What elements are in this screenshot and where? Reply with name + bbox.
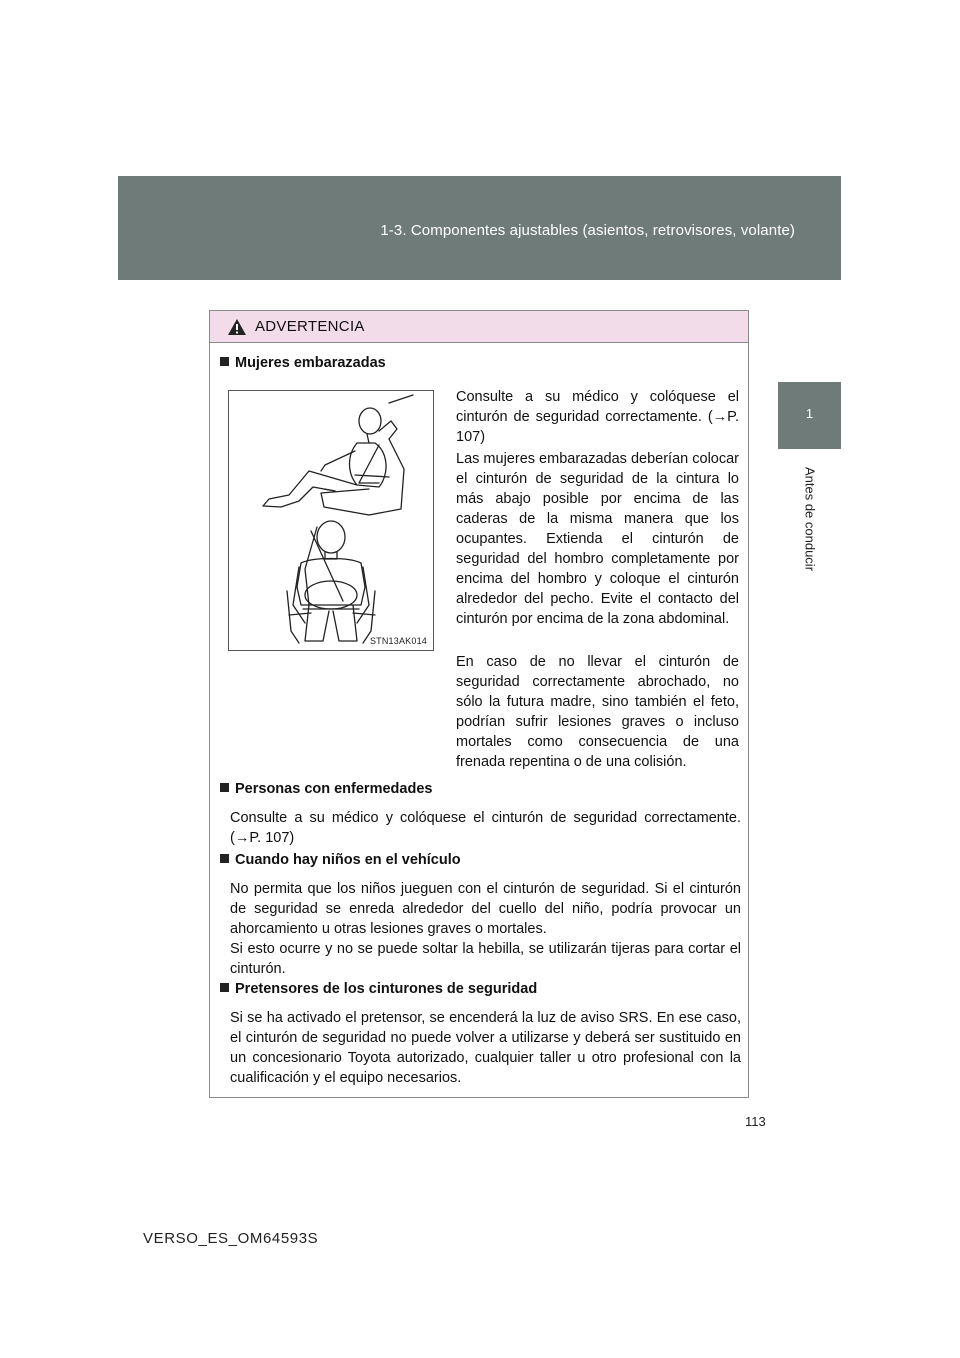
pregnant-woman-seated-illustration: [229, 391, 433, 650]
paragraph: Consulte a su médico y colóquese el cinturón de seguridad correctamente. (→P. 107): [456, 389, 739, 445]
paragraph: Si se ha activado el pretensor, se encenderá la luz de aviso SRS. En ese caso, el cinturón de seguridad no puede volver a utilizarse y deberá ser sustituido en un concesionario Toyota autorizado, cualquier taller u otro profesional con la cualificación y el equipo necesarios.: [230, 1010, 741, 1086]
bullet-square-icon: [220, 983, 229, 992]
chapter-tab: [778, 382, 841, 449]
warning-triangle-icon: [227, 318, 247, 336]
warning-header: [210, 311, 748, 343]
warning-title: ADVERTENCIA: [255, 318, 365, 335]
bullet-square-icon: [220, 854, 229, 863]
document-id: VERSO_ES_OM64593S: [143, 1230, 319, 1247]
paragraph: En caso de no llevar el cinturón de seguridad correctamente abrochado, no sólo la futura madre, sino también el feto, podrían sufrir lesiones graves o incluso mortales como consecuencia de una frenada repentina o de una colisión.: [456, 654, 739, 770]
bullet-square-icon: [220, 783, 229, 792]
page-number: 113: [745, 1114, 766, 1129]
chapter-label-area: [778, 449, 841, 589]
section-header-band: [118, 176, 841, 280]
section-heading-children: Cuando hay niños en el vehículo: [220, 852, 461, 868]
seatbelt-illustration: [228, 390, 434, 651]
paragraph: Consulte a su médico y colóquese el cinturón de seguridad correctamente. (→P. 107): [230, 810, 741, 846]
bullet-square-icon: [220, 357, 229, 366]
section-heading-pretensioners: Pretensores de los cinturones de seguridad: [220, 981, 537, 997]
section-heading-pregnant: Mujeres embarazadas: [220, 355, 386, 371]
chapter-number: 1: [805, 406, 814, 421]
chapter-title: Antes de conducir: [802, 466, 818, 572]
section-title: 1-3. Componentes ajustables (asientos, retrovisores, volante): [380, 222, 795, 239]
paragraph: Las mujeres embarazadas deberían colocar el cinturón de seguridad de la cintura lo más abajo posible por encima de las caderas de la misma manera que los ocupantes. Extienda el cinturón de seguridad del hombro completamente por encima del hombro y coloque el cinturón alrededor del pecho. Evite el contacto del cinturón por encima de la zona abdominal.: [456, 451, 739, 627]
warning-box: [209, 310, 749, 1098]
figure-code: STN13AK014: [369, 636, 427, 646]
paragraph: No permita que los niños jueguen con el cinturón de seguridad. Si el cinturón de seguridad se enreda alrededor del cuello del niño, podría provocar un ahorcamiento u otras lesiones graves o mortales.: [230, 881, 741, 937]
paragraph: Si esto ocurre y no se puede soltar la hebilla, se utilizarán tijeras para cortar el cinturón.: [230, 941, 741, 977]
section-heading-illness: Personas con enfermedades: [220, 781, 432, 797]
